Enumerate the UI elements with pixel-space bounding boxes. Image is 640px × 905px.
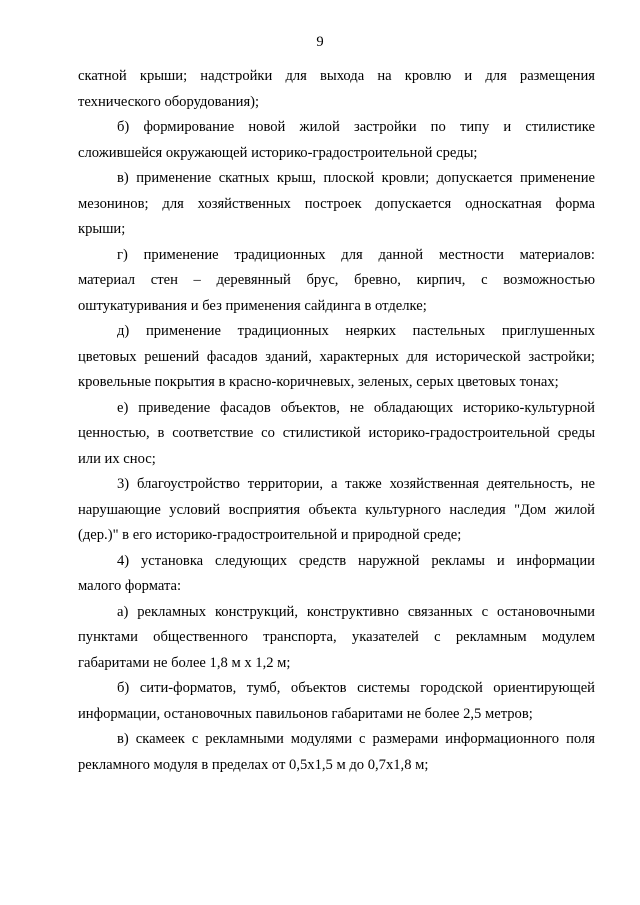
paragraph-line: ценностью, в соответствие со стилистикой историко-градостроительной среды	[78, 425, 595, 441]
paragraph	[78, 64, 595, 115]
paragraph	[78, 166, 595, 243]
paragraph-line: (дер.)" в его историко-градостроительной и природной среде;	[78, 527, 462, 543]
paragraph-line: а) рекламных конструкций, конструктивно связанных с остановочными	[117, 603, 595, 620]
paragraph-line: д) применение традиционных неярких пастельных приглушенных	[117, 323, 595, 339]
paragraph-line: б) сити-форматов, тумб, объектов системы городской ориентирующей	[117, 680, 595, 696]
paragraph	[78, 396, 595, 473]
paragraph-line: е) приведение фасадов объектов, не обладающих историко-культурной	[117, 399, 595, 416]
paragraph-line: цветовых решений фасадов зданий, характерных для исторической застройки;	[78, 348, 595, 365]
paragraph-line: в) применение скатных крыш, плоской кровли; допускается применение	[117, 170, 595, 186]
paragraph-line: кровельные покрытия в красно-коричневых, зеленых, серых цветовых тонах;	[78, 374, 559, 390]
paragraph-line: габаритами не более 1,8 м х 1,2 м;	[78, 654, 291, 671]
paragraph-line: технического оборудования);	[78, 93, 260, 110]
paragraph-line: малого формата:	[78, 578, 182, 594]
paragraph-line: материал стен – деревянный брус, бревно, кирпич, с возможностью	[78, 272, 595, 288]
paragraph	[78, 549, 595, 600]
paragraph-line: или их снос;	[78, 450, 156, 467]
paragraph-line: г) применение традиционных для данной местности материалов:	[117, 246, 595, 263]
paragraph-line: в) скамеек с рекламными модулями с размерами информационного поля	[117, 731, 595, 747]
paragraph-line: 4) установка следующих средств наружной рекламы и информации	[117, 552, 595, 569]
paragraph	[78, 243, 595, 320]
paragraph	[78, 115, 595, 166]
paragraph	[78, 727, 595, 778]
paragraph-line: сложившейся окружающей историко-градостроительной среды;	[78, 144, 478, 161]
paragraph-line: рекламного модуля в пределах от 0,5х1,5 м до 0,7х1,8 м;	[78, 756, 429, 773]
paragraph-line: скатной крыши; надстройки для выхода на кровлю и для размещения	[78, 68, 595, 84]
paragraph	[78, 676, 595, 727]
paragraph-line: 3) благоустройство территории, а также хозяйственная деятельность, не	[117, 476, 595, 492]
paragraph-line: б) формирование новой жилой застройки по типу и стилистике	[117, 119, 595, 135]
paragraph	[78, 319, 595, 396]
paragraph-line: мезонинов; для хозяйственных построек допускается односкатная форма	[78, 195, 595, 212]
paragraph-line: информации, остановочных павильонов габаритами не более 2,5 метров;	[78, 705, 533, 722]
document-body	[78, 64, 595, 778]
paragraph	[78, 600, 595, 677]
paragraph-line: крыши;	[78, 221, 126, 237]
paragraph-line: пунктами общественного транспорта, указателей с рекламным модулем	[78, 629, 595, 645]
paragraph	[78, 472, 595, 549]
page-number: 9	[316, 34, 324, 50]
paragraph-line: нарушающие условий восприятия объекта культурного наследия "Дом жилой	[78, 501, 595, 518]
paragraph-line: оштукатуривания и без применения сайдинга в отделке;	[78, 297, 427, 314]
